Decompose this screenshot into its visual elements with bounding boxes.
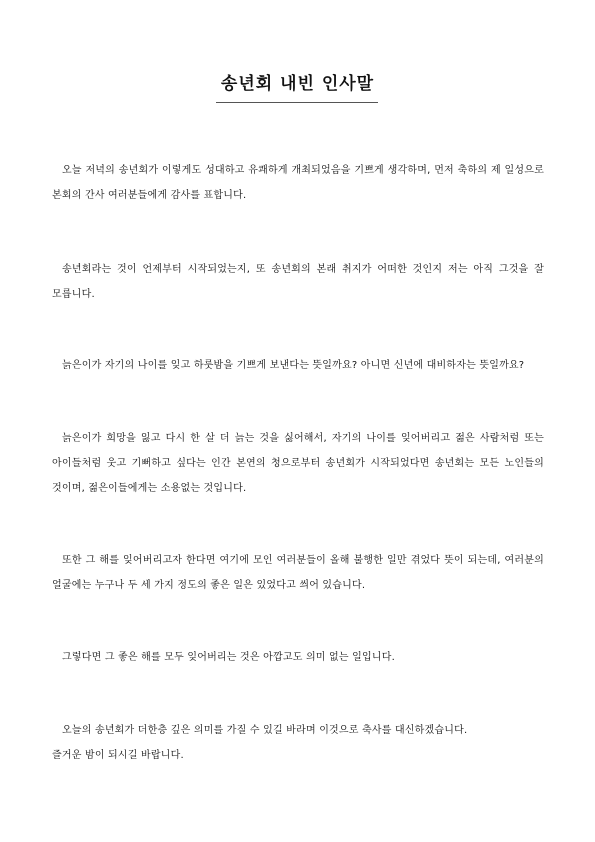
paragraph-3: 늙은이가 자기의 나이를 잊고 하룻밤을 기쁘게 보낸다는 뜻일까요? 아니면 신년에 대비하자는 뜻일까요? <box>62 360 525 371</box>
title-underline <box>216 102 378 103</box>
closing-line-1: 오늘의 송년회가 더한층 깊은 의미를 가질 수 있길 바라며 이것으로 축사를 대신하겠습니다. <box>62 725 468 736</box>
paragraph-6: 그렇다면 그 좋은 해를 모두 잊어버리는 것은 아깝고도 의미 없는 일입니다. <box>62 652 395 663</box>
paragraph-4: 늙은이가 희망을 잃고 다시 한 살 더 늙는 것을 싫어해서, 자기의 나이를 잊어버리고 젊은 사람처럼 또는 아이들처럼 웃고 기뻐하고 싶다는 인간 본연의 청으로부터 송년회가 시작되었다면 송년회는 모든 노인들의 것이며, 젊은이들에게는 소용없는 것입니다. <box>52 433 544 494</box>
paragraph-2: 송년회라는 것이 언제부터 시작되었는지, 또 송년회의 본래 취지가 어떠한 것인지 저는 아직 그것을 잘 모릅니다. <box>52 264 544 300</box>
document-title: 송년회 내빈 인사말 <box>220 74 375 94</box>
paragraph-5: 또한 그 해를 잊어버리고자 한다면 여기에 모인 여러분들이 올해 불행한 일만 겪었다 뜻이 되는데, 여러분의 얼굴에는 누구나 두 세 가지 정도의 좋은 일은 있었다고 씌어 있습니다. <box>52 555 544 591</box>
closing-line-2: 즐거운 밤이 되시길 바랍니다. <box>52 750 184 761</box>
paragraph-1: 오늘 저녁의 송년회가 이렇게도 성대하고 유쾌하게 개최되었음을 기쁘게 생각하며, 먼저 축하의 제 일성으로 본회의 간사 여러분들에게 감사를 표합니다. <box>52 165 544 201</box>
closing-paragraph <box>52 718 544 768</box>
